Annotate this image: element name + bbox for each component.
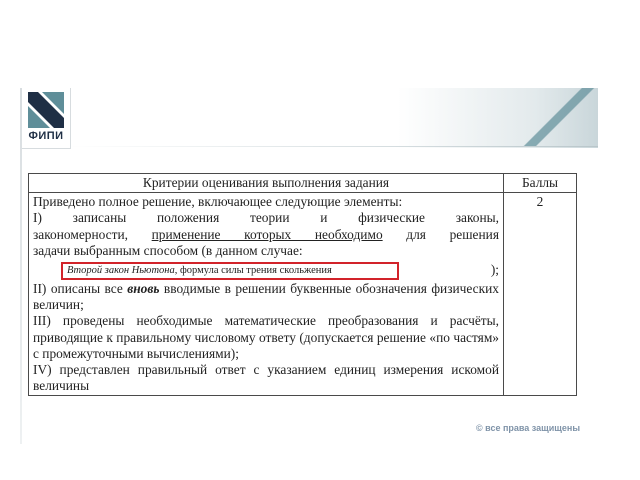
header-band-line bbox=[70, 146, 598, 147]
item-1-text-a: закономерности, bbox=[33, 226, 152, 242]
case-italic: Второй закон Ньютона bbox=[67, 265, 175, 277]
item-1-line-3: задачи выбранным способом (в данном случае: bbox=[33, 242, 303, 258]
criteria-table bbox=[28, 173, 577, 396]
item-2-emphasis: вновь bbox=[127, 281, 160, 297]
criteria-cell bbox=[29, 193, 504, 396]
case-rest: , формула силы трения скольжения bbox=[174, 265, 332, 277]
case-highlight-box bbox=[61, 262, 399, 280]
fipi-logo-icon bbox=[28, 92, 64, 128]
logo-text: ФИПИ bbox=[28, 130, 64, 142]
table-header-row bbox=[29, 174, 577, 193]
item-2 bbox=[33, 281, 499, 313]
copyright-notice: © все права защищены bbox=[476, 423, 581, 433]
points-value: 2 bbox=[504, 193, 577, 396]
item-1-line-1: I) записаны положения теории и физические законы, bbox=[33, 210, 499, 226]
item-3: III) проведены необходимые математические преобразования и расчёты, приводящие к правильному числовому ответу (допускается решение «по частям» с промежуточными вычислениями); bbox=[33, 313, 499, 361]
case-line bbox=[33, 259, 499, 281]
case-close: ); bbox=[490, 262, 499, 278]
table-row bbox=[29, 193, 577, 396]
item-2-text-a: II) описаны все bbox=[33, 281, 128, 297]
fipi-logo bbox=[22, 88, 71, 149]
item-2-text-b: вводимые в решении буквенные обозначения физических величин; bbox=[33, 281, 499, 313]
criteria-header: Критерии оценивания выполнения задания bbox=[29, 174, 504, 193]
item-4: IV) представлен правильный ответ с указанием единиц измерения искомой величины bbox=[33, 362, 499, 394]
item-1-text-b: для решения bbox=[382, 226, 499, 242]
item-1-underlined: применение которых необходимо bbox=[151, 226, 383, 242]
points-header: Баллы bbox=[504, 174, 577, 193]
intro-text: Приведено полное решение, включающее следующие элементы: bbox=[33, 194, 403, 210]
header-diagonal-stripe bbox=[520, 88, 598, 146]
header-band bbox=[70, 88, 598, 148]
item-1-line-2 bbox=[33, 227, 499, 243]
